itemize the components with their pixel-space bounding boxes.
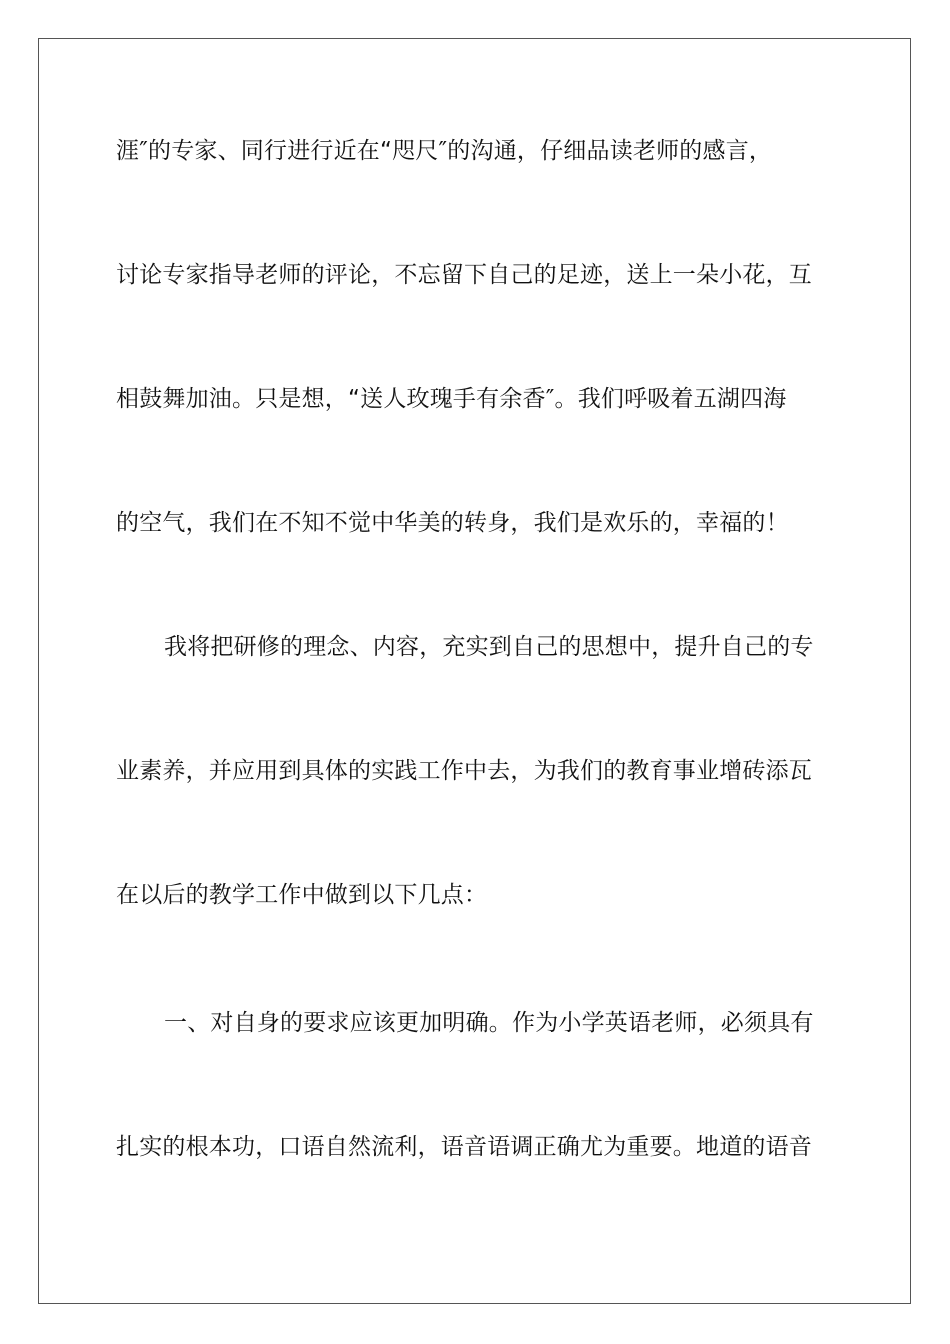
paragraph-line-6: 业素养，并应用到具体的实践工作中去，为我们的教育事业增砖添瓦: [116, 758, 812, 784]
paragraph-line-4: 的空气，我们在不知不觉中华美的转身，我们是欢乐的，幸福的！: [116, 510, 789, 536]
paragraph-line-8: 一、对自身的要求应该更加明确。作为小学英语老师，必须具有: [164, 1010, 814, 1036]
paragraph-line-9: 扎实的根本功，口语自然流利，语音语调正确尤为重要。地道的语音: [116, 1134, 812, 1160]
paragraph-line-5: 我将把研修的理念、内容，充实到自己的思想中，提升自己的专: [164, 634, 814, 660]
paragraph-line-2: 讨论专家指导老师的评论，不忘留下自己的足迹，送上一朵小花，互: [116, 262, 812, 288]
paragraph-line-7: 在以后的教学工作中做到以下几点：: [116, 882, 488, 908]
document-page: [38, 38, 911, 1304]
paragraph-line-1: 涯″的专家、同行进行近在“咫尺″的沟通，仔细品读老师的感言，: [116, 138, 773, 164]
paragraph-line-3: 相鼓舞加油。只是想，“送人玫瑰手有余香″。我们呼吸着五湖四海: [116, 386, 787, 412]
